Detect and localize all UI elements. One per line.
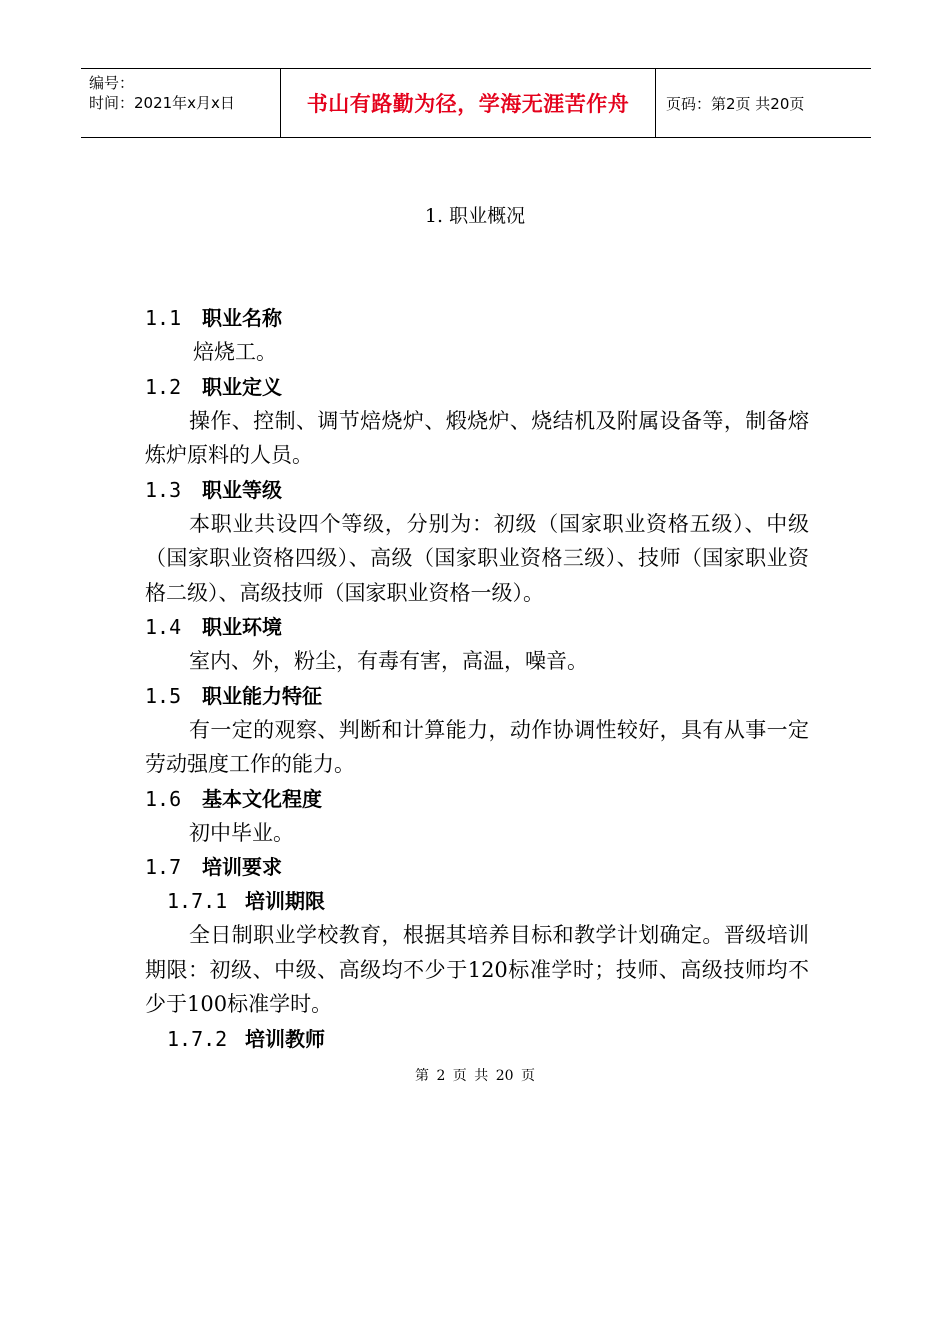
section-number: 1.7.1	[167, 889, 228, 913]
doc-title: 1. 职业概况	[424, 205, 526, 227]
section-number: 1.5	[145, 683, 182, 708]
section-title: 职业能力特征	[202, 683, 322, 708]
section-text: 焙烧工。	[193, 340, 277, 364]
section-number: 1.4	[145, 615, 182, 639]
section-title: 职业定义	[202, 374, 282, 399]
section-number: 1.6	[145, 786, 182, 811]
section-title: 基本文化程度	[202, 786, 322, 811]
section-heading	[145, 782, 809, 816]
section-text: 操作、控制、调节焙烧炉、煅烧炉、烧结机及附属设备等，制备熔炼炉原料的人员。	[145, 408, 809, 467]
header-motto: 书山有路勤为径，学海无涯苦作舟	[306, 92, 630, 116]
section-heading	[145, 370, 809, 404]
section-number: 1.3	[145, 477, 182, 502]
section-text: 本职业共设四个等级，分别为：初级（国家职业资格五级）、中级（国家职业资格四级）、高级（国家职业资格三级）、技师（国家职业资格二级）、高级技师（国家职业资格一级）。	[145, 511, 809, 605]
section-title: 职业等级	[202, 477, 282, 502]
section-title: 职业环境	[202, 615, 282, 639]
section-text: 有一定的观察、判断和计算能力，动作协调性较好，具有从事一定劳动强度工作的能力。	[145, 717, 809, 776]
section-text: 初中毕业。	[189, 820, 294, 845]
section-number: 1.7	[145, 855, 182, 879]
section-title: 培训要求	[202, 855, 282, 879]
section-heading	[145, 301, 809, 335]
section-number: 1.2	[145, 374, 182, 399]
section-heading	[145, 850, 809, 884]
header-motto-cell	[281, 69, 656, 137]
section-heading	[145, 679, 809, 713]
subsection-heading	[145, 1022, 809, 1056]
section-heading	[145, 473, 809, 507]
section-heading	[145, 610, 809, 644]
doc-body	[145, 301, 809, 1056]
section-number: 1.7.2	[167, 1026, 228, 1051]
section-number: 1.1	[145, 306, 182, 330]
subsection-heading	[145, 884, 809, 918]
header-page-info: 页码：第2页 共20页	[666, 94, 805, 113]
page-header	[81, 68, 871, 138]
section-text: 室内、外，粉尘，有毒有害，高温，噪音。	[189, 649, 588, 673]
section-text: 全日制职业学校教育，根据其培养目标和教学计划确定。晋级培训期限：初级、中级、高级均不少于120标准学时；技师、高级技师均不少于100标准学时。	[145, 923, 809, 1016]
page-footer: 第 2 页 共 20 页	[415, 1068, 535, 1084]
time-label: 时间：2021年x月x日	[89, 94, 235, 112]
section-title: 培训期限	[245, 889, 325, 913]
section-title: 职业名称	[202, 306, 282, 330]
section-title: 培训教师	[245, 1026, 325, 1051]
header-meta	[81, 69, 281, 137]
serial-label: 编号：	[89, 74, 135, 92]
